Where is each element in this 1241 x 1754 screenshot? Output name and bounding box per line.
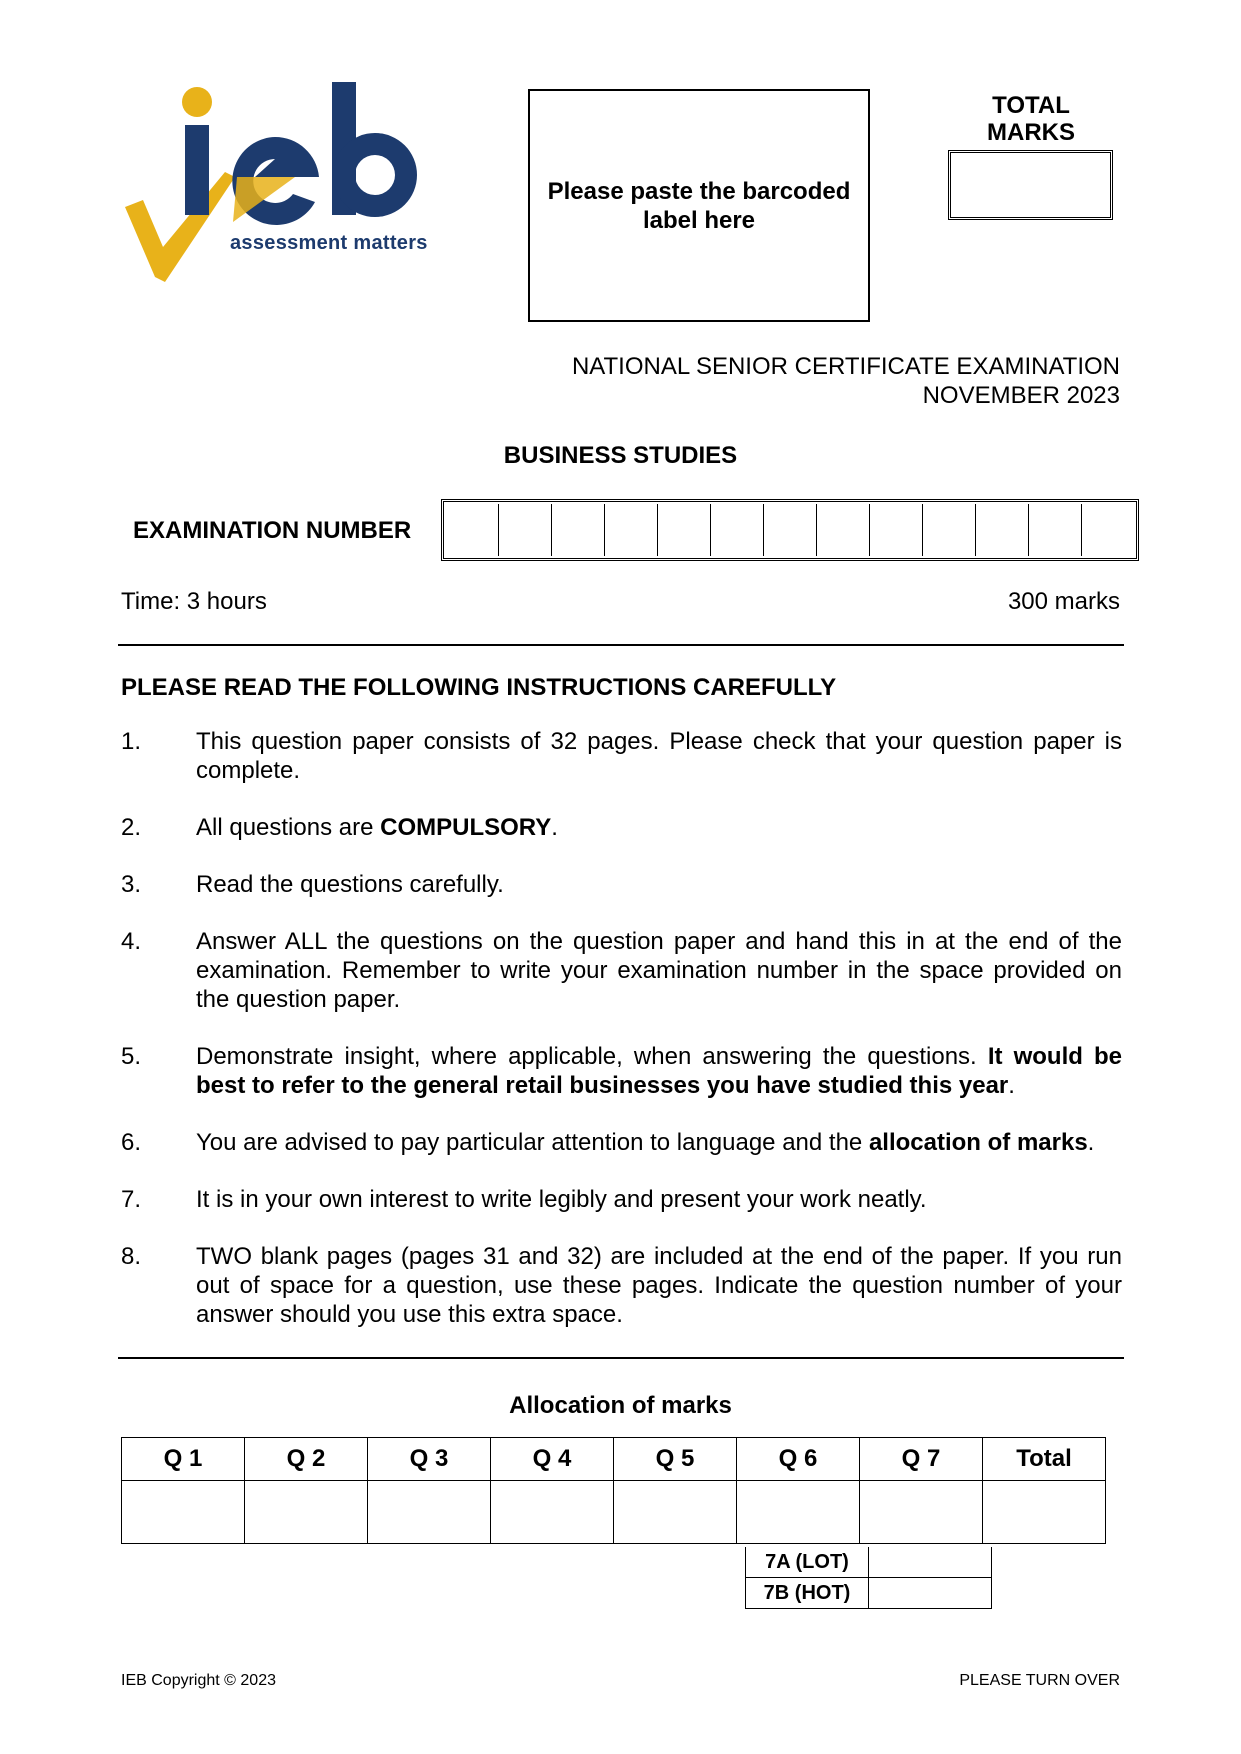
- instruction-text-pre: You are advised to pay particular attention to language and the: [196, 1129, 869, 1156]
- allocation-header-cell: Q 2: [245, 1438, 368, 1481]
- examination-number-cell[interactable]: [499, 504, 552, 556]
- instruction-item: [121, 1185, 1122, 1214]
- q7-sub-table: [745, 1547, 992, 1609]
- subject-title: BUSINESS STUDIES: [503, 442, 738, 469]
- instruction-item: [121, 1042, 1122, 1100]
- allocation-header-cell: Q 1: [122, 1438, 245, 1481]
- allocation-header-cell: Q 7: [860, 1438, 983, 1481]
- instruction-text-post: .: [1008, 1072, 1015, 1099]
- allocation-header-cell: Total: [983, 1438, 1106, 1481]
- instruction-text: [196, 1042, 1122, 1100]
- instruction-item: [121, 927, 1122, 1014]
- total-marks-label: [950, 92, 1112, 146]
- allocation-mark-cell[interactable]: [245, 1481, 368, 1544]
- examination-number-cell[interactable]: [764, 504, 817, 556]
- examination-number-cell[interactable]: [817, 504, 870, 556]
- instruction-text: [196, 813, 1122, 842]
- instruction-number: 1.: [121, 728, 142, 755]
- examination-number-cell[interactable]: [1029, 504, 1082, 556]
- allocation-mark-cell[interactable]: [122, 1481, 245, 1544]
- instruction-number: 6.: [121, 1129, 142, 1156]
- instruction-text-pre: Demonstrate insight, where applicable, when answering the questions.: [196, 1043, 988, 1070]
- examination-number-cell[interactable]: [976, 504, 1029, 556]
- instruction-text: TWO blank pages (pages 31 and 32) are included at the end of the paper. If you run out of space for a question, use these pages. Indicate the question number of your answer should you use this extra space.: [196, 1243, 1122, 1328]
- footer-copyright: IEB Copyright © 2023: [121, 1672, 276, 1689]
- instruction-text-pre: All questions are: [196, 814, 381, 841]
- examination-number-cell[interactable]: [552, 504, 605, 556]
- examination-number-cell[interactable]: [1082, 504, 1134, 556]
- total-marks-box[interactable]: [948, 150, 1113, 220]
- instruction-number: 3.: [121, 871, 142, 898]
- instruction-item: [121, 727, 1122, 785]
- allocation-mark-cell[interactable]: [983, 1481, 1106, 1544]
- q7-sub-mark-cell[interactable]: [869, 1578, 992, 1609]
- allocation-mark-cell[interactable]: [737, 1481, 860, 1544]
- allocation-table: [121, 1437, 1106, 1544]
- instruction-number: 7.: [121, 1186, 142, 1213]
- instruction-number: 4.: [121, 928, 142, 955]
- examination-number-cell[interactable]: [658, 504, 711, 556]
- allocation-header-cell: Q 3: [368, 1438, 491, 1481]
- footer-turn-over: PLEASE TURN OVER: [959, 1672, 1120, 1689]
- divider: [118, 1357, 1124, 1359]
- allocation-mark-cell[interactable]: [614, 1481, 737, 1544]
- allocation-header-cell: Q 4: [491, 1438, 614, 1481]
- instruction-text-bold: COMPULSORY: [380, 814, 552, 841]
- instruction-text: Read the questions carefully.: [196, 871, 504, 898]
- total-marks-line2: MARKS: [987, 119, 1075, 146]
- q7-sub-row: [746, 1578, 992, 1609]
- instruction-number: 2.: [121, 814, 142, 841]
- allocation-mark-cell[interactable]: [860, 1481, 983, 1544]
- instruction-text: [196, 1128, 1122, 1157]
- barcode-label-text: Please paste the barcoded label here: [547, 177, 851, 234]
- instruction-text: This question paper consists of 32 pages. Please check that your question paper is complete.: [196, 728, 1122, 784]
- instruction-text-post: .: [551, 814, 558, 841]
- instruction-number: 5.: [121, 1043, 142, 1070]
- allocation-header-cell: Q 5: [614, 1438, 737, 1481]
- instruction-text-bold: allocation of marks: [868, 1129, 1088, 1156]
- allocation-mark-cell[interactable]: [491, 1481, 614, 1544]
- ieb-logo: [125, 82, 445, 292]
- divider: [118, 644, 1124, 646]
- examination-number-grid[interactable]: [441, 499, 1139, 561]
- q7-sub-label: 7A (LOT): [746, 1547, 869, 1578]
- examination-number-cell[interactable]: [605, 504, 658, 556]
- allocation-header-cell: Q 6: [737, 1438, 860, 1481]
- examination-number-label: EXAMINATION NUMBER: [133, 517, 412, 544]
- exam-title: [572, 352, 1120, 410]
- allocation-mark-cell[interactable]: [368, 1481, 491, 1544]
- instruction-item: [121, 1242, 1122, 1329]
- ieb-logo-mark: [125, 82, 445, 292]
- logo-tagline: assessment matters: [230, 232, 428, 254]
- instruction-number: 8.: [121, 1243, 142, 1270]
- instruction-item: [121, 870, 1122, 899]
- instructions-heading: PLEASE READ THE FOLLOWING INSTRUCTIONS CAREFULLY: [121, 674, 837, 701]
- exam-title-line1: NATIONAL SENIOR CERTIFICATE EXAMINATION: [571, 353, 1120, 380]
- q7-sub-label: 7B (HOT): [746, 1578, 869, 1609]
- instruction-text-post: .: [1087, 1129, 1095, 1156]
- examination-number-cell[interactable]: [923, 504, 976, 556]
- instruction-text: Answer ALL the questions on the question paper and hand this in at the end of the examination. Remember to write your examination number in the space provided on the question paper.: [196, 928, 1122, 1013]
- barcode-label-box: [528, 89, 870, 322]
- allocation-marks-row: [122, 1481, 1106, 1544]
- examination-number-cell[interactable]: [446, 504, 499, 556]
- instruction-text-bold: It would be best to refer to the general retail businesses you have studied this year: [196, 1043, 1122, 1099]
- time-allowed: Time: 3 hours: [121, 588, 267, 615]
- exam-title-line2: NOVEMBER 2023: [922, 382, 1120, 409]
- instruction-item: [121, 1128, 1122, 1157]
- examination-number-cell[interactable]: [870, 504, 923, 556]
- total-marks-available: 300 marks: [1007, 588, 1120, 615]
- examination-number-cell[interactable]: [711, 504, 764, 556]
- q7-sub-mark-cell[interactable]: [869, 1547, 992, 1578]
- total-marks-line1: TOTAL: [992, 92, 1070, 119]
- instruction-item: [121, 813, 1122, 842]
- allocation-header-row: [122, 1438, 1106, 1481]
- q7-sub-row: [746, 1547, 992, 1578]
- instruction-text: It is in your own interest to write legibly and present your work neatly.: [196, 1186, 927, 1213]
- allocation-title: Allocation of marks: [509, 1392, 732, 1419]
